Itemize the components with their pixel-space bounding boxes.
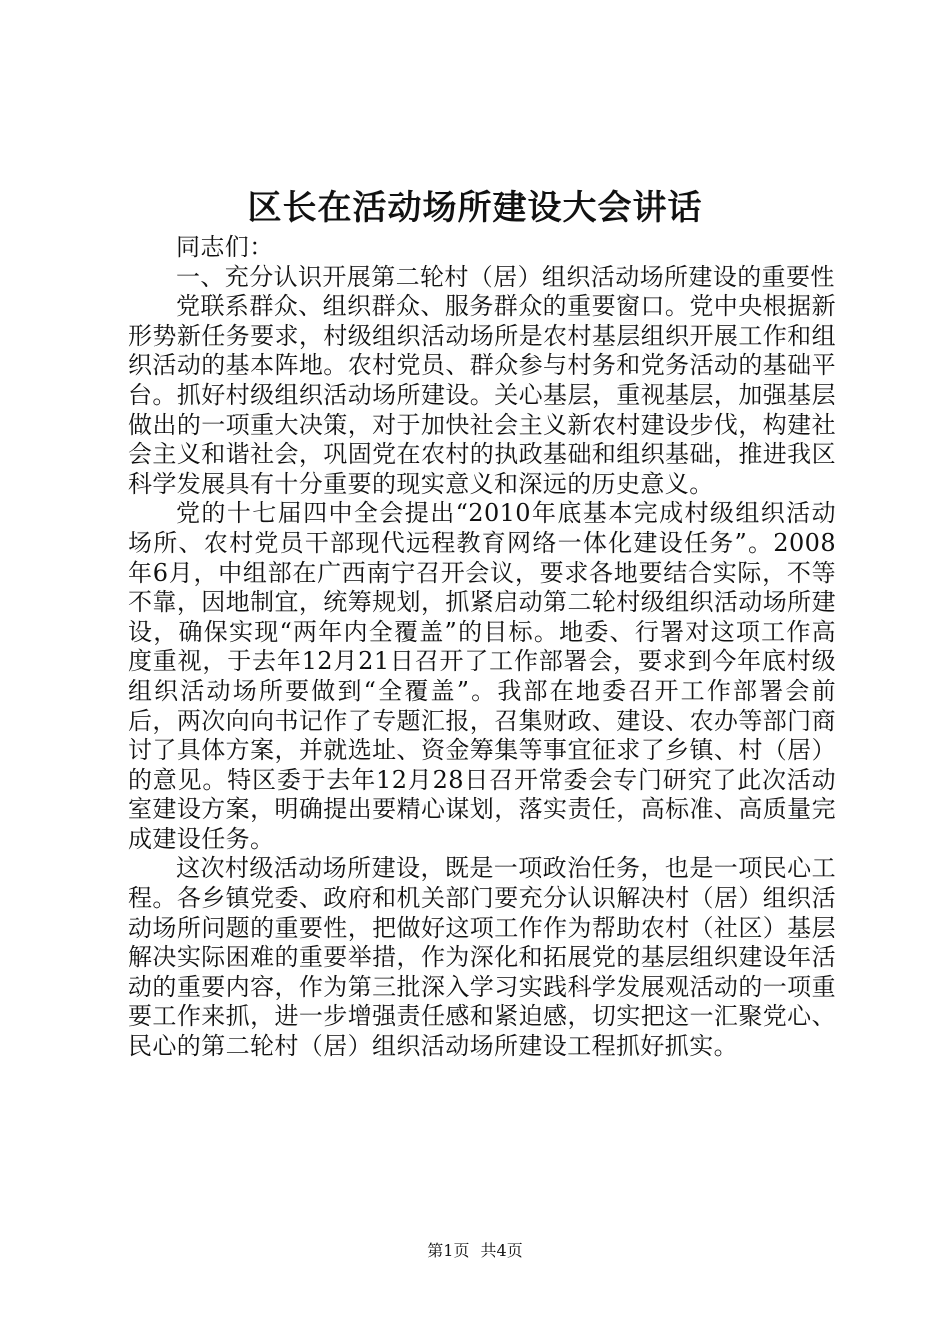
paragraph-section-heading: 一、充分认识开展第二轮村（居）组织活动场所建设的重要性 (176, 262, 835, 291)
paragraph-body-2: 党的十七届四中全会提出“2010年底基本完成村级组织活动场所、农村党员干部现代远程教育网络一体化建设任务”。2008年6月，中组部在广西南宁召开会议，要求各地要结合实际，不等不靠，因地制宜，统筹规划，抓紧启动第二轮村级组织活动场所建设，确保实现“两年内全覆盖”的目标。地委、行署对这项工作高度重视，于去年12月21日召开了工作部署会，要求到今年底村级组织活动场所要做到“全覆盖”。我部在地委召开工作部署会前后，两次向向书记作了专题汇报，召集财政、建设、农办等部门商讨了具体方案，并就选址、资金筹集等事宜征求了乡镇、村（居）的意见。特区委于去年12月28日召开常委会专门研究了此次活动室建设方案，明确提出要精心谋划，落实责任，高标准、高质量完成建设任务。 (128, 499, 836, 853)
page-total: 共4页 (480, 1241, 523, 1260)
document-body (128, 233, 836, 1062)
paragraph-salutation: 同志们： (176, 233, 274, 261)
document-title: 区长在活动场所建设大会讲话 (247, 188, 703, 228)
page-number: 第1页 (427, 1241, 470, 1260)
paragraph-body-3: 这次村级活动场所建设，既是一项政治任务，也是一项民心工程。各乡镇党委、政府和机关部门要充分认识解决村（居）组织活动场所问题的重要性，把做好这项工作作为帮助农村（社区）基层解决实际困难的重要举措，作为深化和拓展党的基层组织建设年活动的重要内容，作为第三批深入学习实践科学发展观活动的一项重要工作来抓，进一步增强责任感和紧迫感，切实把这一汇聚党心、民心的第二轮村（居）组织活动场所建设工程抓好抓实。 (128, 854, 836, 1061)
paragraph-body-1: 党联系群众、组织群众、服务群众的重要窗口。党中央根据新形势新任务要求，村级组织活动场所是农村基层组织开展工作和组织活动的基本阵地。农村党员、群众参与村务和党务活动的基础平台。抓好村级组织活动场所建设。关心基层，重视基层，加强基层做出的一项重大决策，对于加快社会主义新农村建设步伐，构建社会主义和谐社会，巩固党在农村的执政基础和组织基础，推进我区科学发展具有十分重要的现实意义和深远的历史意义。 (128, 292, 836, 498)
page-footer (0, 1241, 950, 1261)
